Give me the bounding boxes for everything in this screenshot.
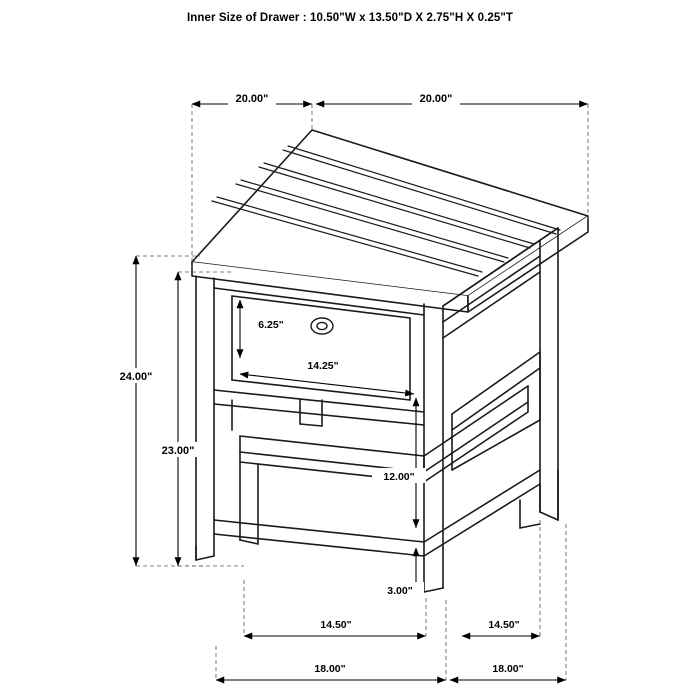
- lower-shelf: [240, 386, 528, 482]
- table-top: [192, 130, 588, 312]
- dim-body-height: 23.00": [161, 445, 195, 457]
- dim-shelf-clearance: 12.00": [383, 471, 415, 483]
- page-title: Inner Size of Drawer : 10.50"W x 13.50"D X 2.75"H X 0.25"T: [186, 12, 514, 24]
- dim-overall-height: 24.00": [119, 371, 153, 383]
- dim-base-left-width: 18.00": [314, 663, 346, 675]
- dim-leg-height: 3.00": [387, 585, 413, 597]
- dim-top-left-width: 20.00": [235, 93, 269, 105]
- dim-base-right-width: 18.00": [492, 663, 524, 675]
- dim-top-right-width: 20.00": [419, 93, 453, 105]
- dim-bottom-front-width: 14.50": [320, 619, 352, 631]
- table-illustration: [192, 130, 588, 592]
- drawer-knob: [311, 318, 333, 334]
- dim-bottom-side-width: 14.50": [488, 619, 520, 631]
- dim-drawer-front-height: 6.25": [258, 319, 284, 331]
- dim-drawer-front-width: 14.25": [307, 360, 339, 372]
